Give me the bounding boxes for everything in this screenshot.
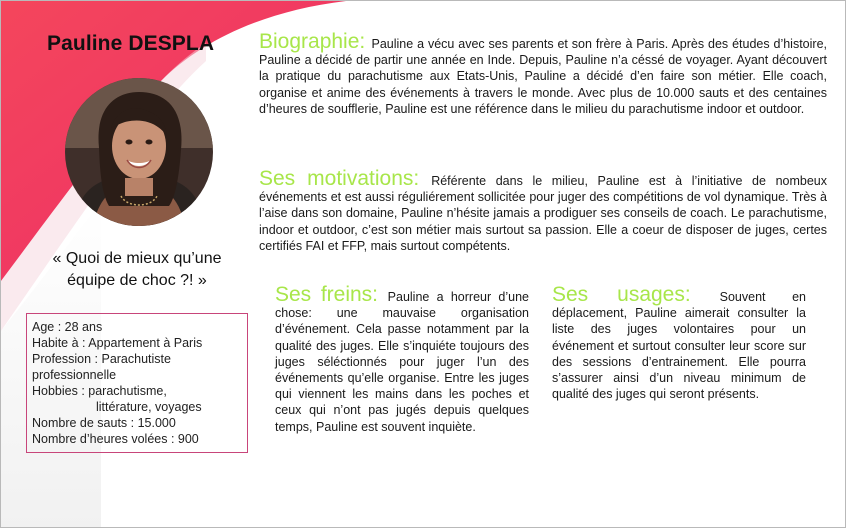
section-motivations: [259, 167, 827, 254]
info-habite: Habite à : Appartement à Paris: [32, 336, 203, 350]
info-sauts: Nombre de sauts : 15.000: [32, 416, 176, 430]
section-biographie: [259, 30, 827, 117]
heading-biographie: Biographie:: [259, 30, 372, 53]
text-biographie: Pauline a vécu avec ses parents et son frère à Paris. Après des études d’histoire, Pauline a décidé de partir une année en Inde. Depuis, Pauline n’a céssé de voyager. Ayant découvert la pratique du parachutisme aux Etats-Unis, Pauline a décidé d’en faire son métier. Elle coach, organise et anime des événements à travers le monde. Avec plus de 10.000 sauts et des centaines d’heures de soufflerie, Pauline est une référence dans le milieu du parachutisme indoor et outdoor.: [259, 37, 827, 116]
info-profession-cont: professionnelle: [32, 368, 117, 382]
info-hobbies: Hobbies : parachutisme,: [32, 384, 167, 398]
text-usages: Souvent en déplacement, Pauline aimerait consulter la liste des juges volontaires pour un événement et surtout consulter leur score sur des sessions d’entrainement. Elle pourra s’assurer ainsi d’un niveau minimum de qualité des juges qui seront présents.: [552, 290, 806, 402]
avatar: [65, 78, 213, 226]
avatar-photo: [65, 78, 213, 226]
info-heures: Nombre d’heures volées : 900: [32, 432, 199, 446]
heading-motivations: Ses motivations:: [259, 167, 432, 190]
section-usages: [552, 283, 806, 402]
heading-freins: Ses freins:: [275, 283, 388, 306]
text-motivations: Référente dans le milieu, Pauline est à l’initiative de nombeux événements et est aussi réguliérement sollicitée pour juger des compétitions de vol dynamique. Très à l’aise dans son domaine, Pauline n’hésite jamais a prodiguer ses conseils de coach. Le parachutisme, indoor et outdoor, c’est son métier mais surtout sa passion. Elle a coeur de disposer de juges, certes certifiés FAI et FFP, mais surtout compétents.: [259, 174, 827, 253]
quote-line-2: équipe de choc ?! »: [67, 272, 207, 289]
text-freins: Pauline a horreur d’une chose: une mauvaise organisation d’événement. Cela passe notamment par la qualité des juges. Elle s’inquiéte toujours des juges séléctionnés pour juger l’un des événements qu’elle organise. Entre les juges qui viennent les mains dans les poches et ceux qui n’ont pas jugés depuis quelques temps, Pauline est souvent inquiète.: [275, 290, 530, 434]
info-age: Age : 28 ans: [32, 320, 103, 334]
persona-quote: [23, 248, 251, 292]
info-profession: Profession : Parachutiste: [32, 352, 171, 366]
section-freins: [275, 283, 530, 435]
info-box: [26, 313, 248, 453]
info-hobbies-cont: littérature, voyages: [96, 400, 202, 414]
persona-name: Pauline DESPLA: [47, 32, 215, 55]
heading-usages: Ses usages:: [552, 283, 720, 306]
quote-line-1: « Quoi de mieux qu’une: [52, 250, 222, 267]
